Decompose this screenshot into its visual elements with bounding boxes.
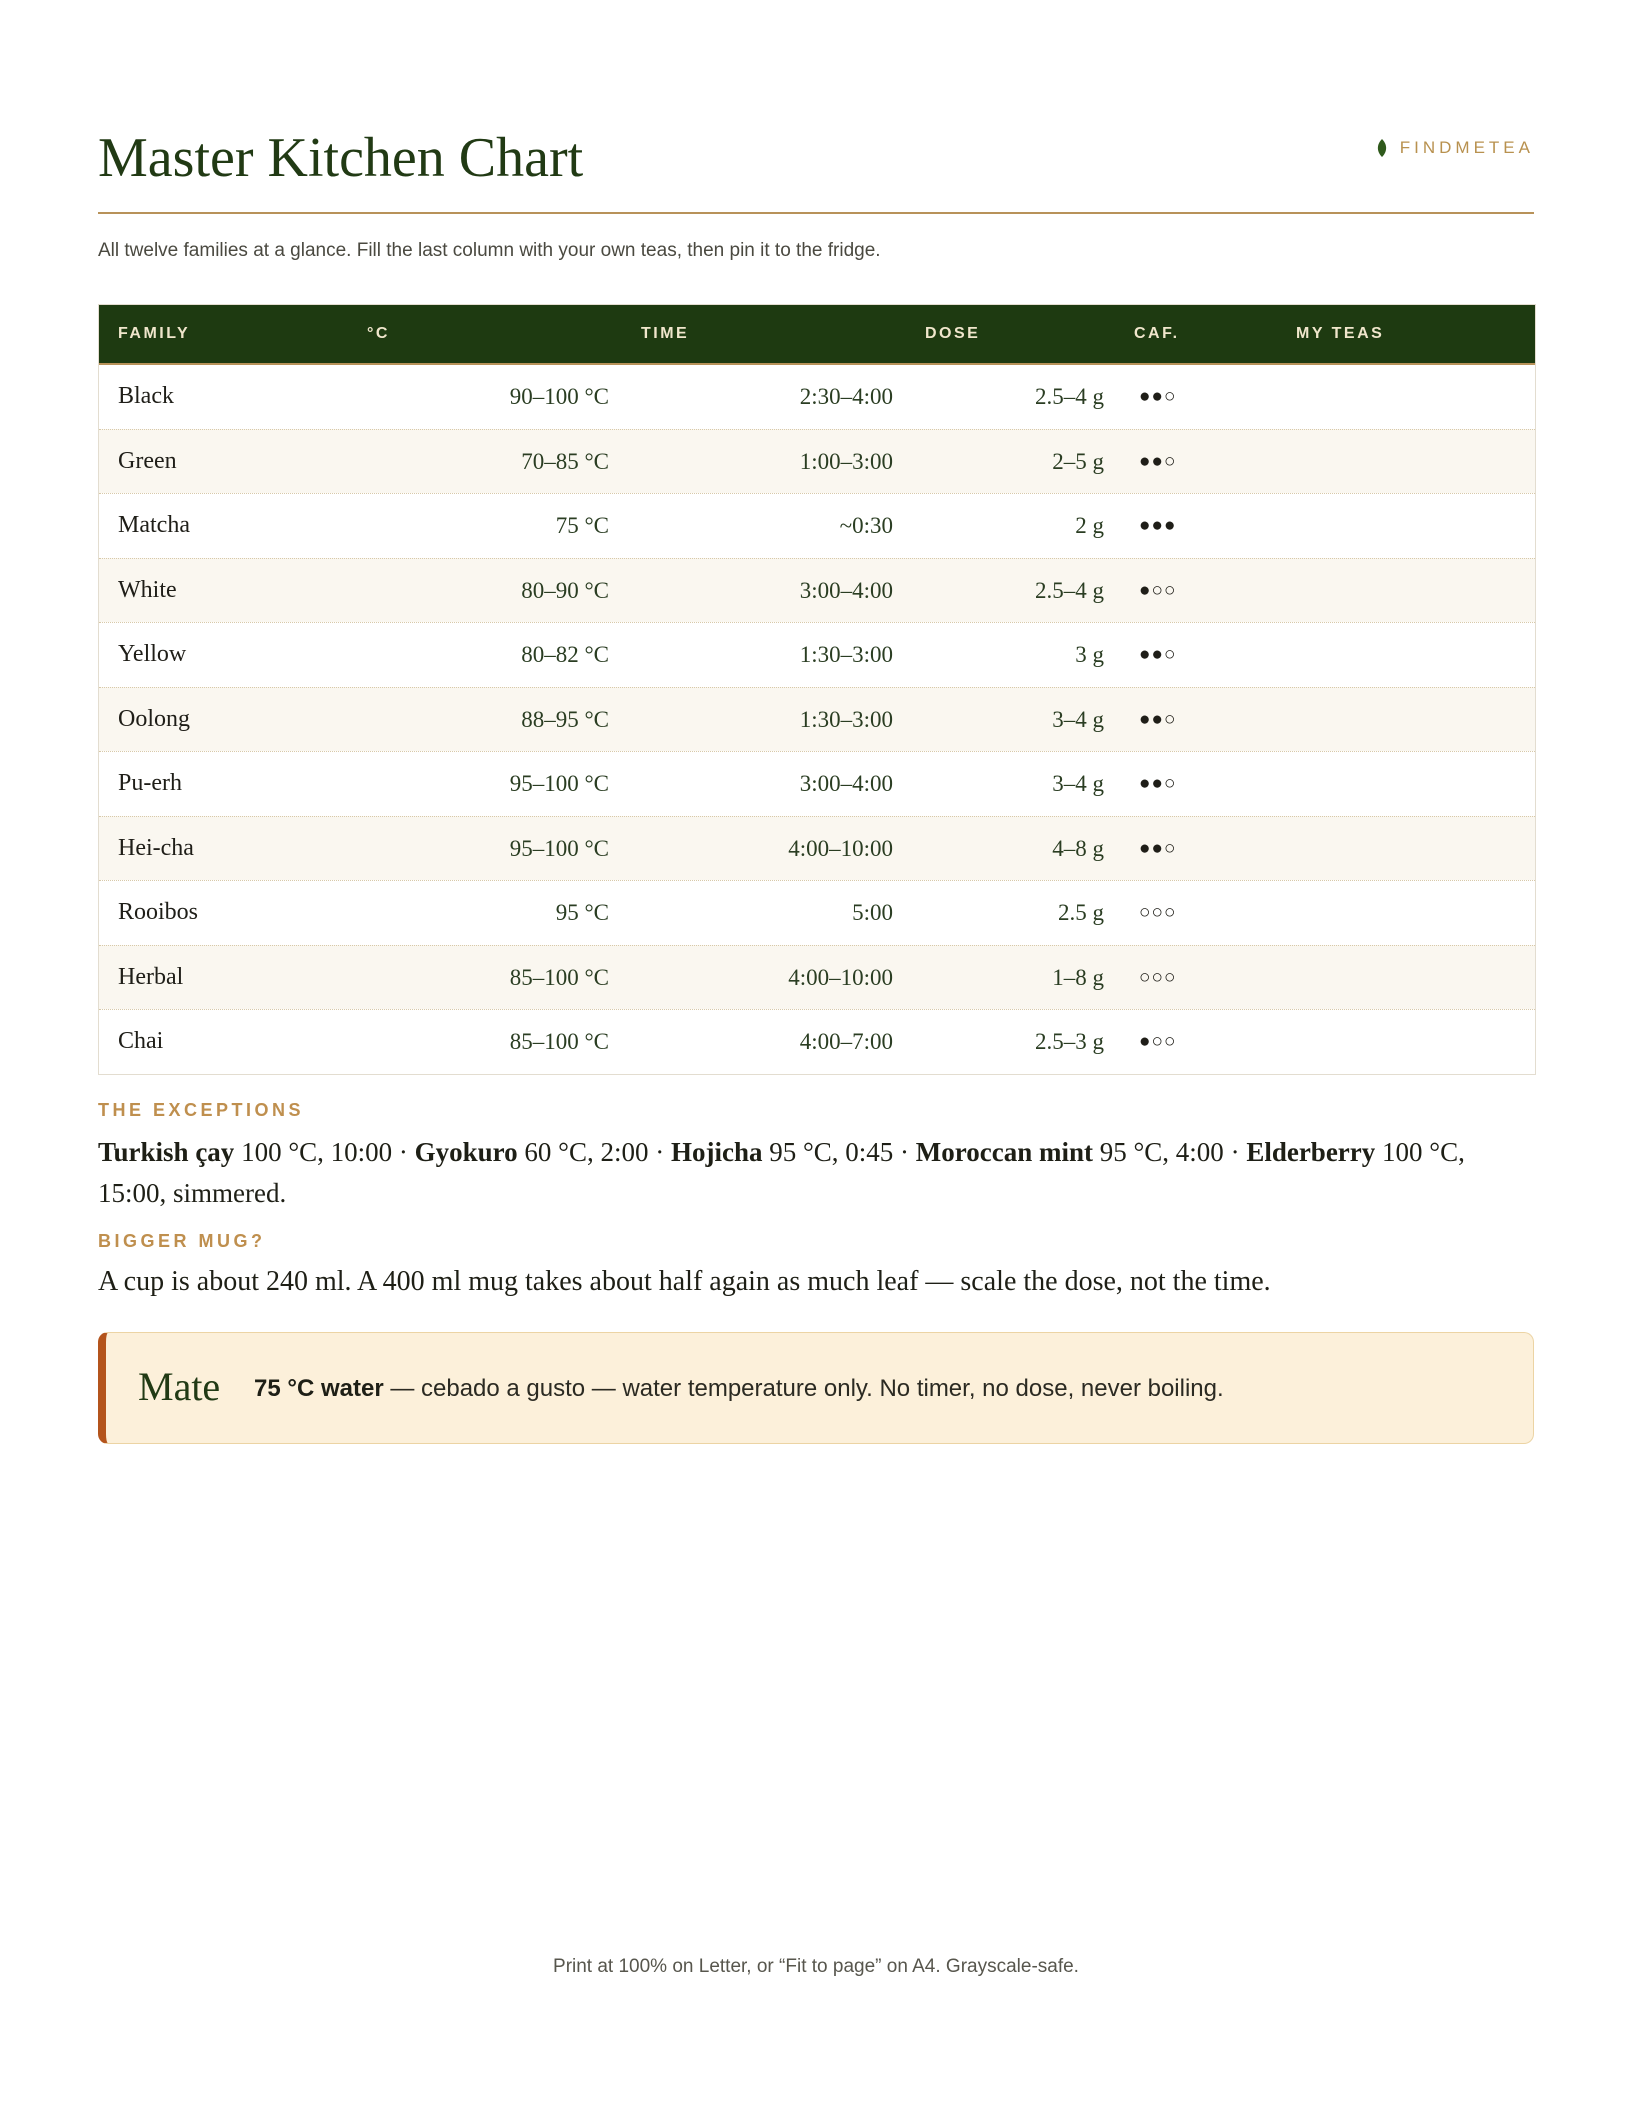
temp-cell: 80–90 °C	[521, 577, 609, 603]
family-cell: Oolong	[118, 705, 190, 732]
exception-detail: 100 °C, 10:00	[241, 1137, 393, 1167]
caffeine-cell: ●●○	[1139, 708, 1177, 730]
exception-name: Gyokuro	[414, 1137, 518, 1167]
time-cell: 4:00–10:00	[788, 835, 893, 861]
time-cell: ~0:30	[839, 513, 893, 538]
family-cell: Herbal	[118, 963, 184, 990]
temp-cell: 90–100 °C	[509, 384, 609, 409]
my-teas-cell[interactable]	[1301, 494, 1531, 558]
exception-name: Moroccan mint	[915, 1137, 1093, 1167]
mate-callout	[98, 1332, 1534, 1444]
page-title: Master Kitchen Chart	[98, 127, 584, 189]
my-teas-cell[interactable]	[1301, 365, 1531, 429]
my-teas-cell[interactable]	[1301, 752, 1531, 816]
time-cell: 3:00–4:00	[799, 771, 893, 796]
my-teas-cell[interactable]	[1301, 817, 1531, 881]
time-cell: 2:30–4:00	[799, 384, 893, 409]
dose-cell: 2–5 g	[1052, 448, 1104, 474]
temp-cell: 95 °C	[555, 900, 609, 925]
temp-cell: 95–100 °C	[509, 771, 609, 796]
table-row	[99, 751, 1535, 816]
temp-cell: 95–100 °C	[509, 835, 609, 861]
family-cell: Chai	[118, 1028, 164, 1054]
dose-cell: 3–4 g	[1052, 706, 1104, 732]
temp-cell: 88–95 °C	[521, 706, 609, 732]
brand-name: FINDMETEA	[1399, 138, 1534, 157]
exception-name: Elderberry	[1246, 1137, 1376, 1167]
exception-name: Hojicha	[670, 1137, 763, 1167]
col-temp: °C	[367, 325, 390, 342]
leaf-icon	[1376, 139, 1388, 157]
temp-cell: 80–82 °C	[521, 642, 609, 667]
caffeine-cell: ○○○	[1139, 902, 1177, 923]
intro-text: All twelve families at a glance. Fill the last column with your own teas, then pin it to the fridge.	[98, 240, 881, 261]
temp-cell: 70–85 °C	[521, 448, 609, 474]
caffeine-cell: ●●○	[1139, 450, 1177, 472]
my-teas-cell[interactable]	[1301, 623, 1531, 687]
caffeine-cell: ●●○	[1139, 644, 1177, 665]
caffeine-cell: ●●○	[1139, 773, 1177, 794]
my-teas-cell[interactable]	[1301, 1010, 1531, 1074]
dose-cell: 2.5–4 g	[1035, 577, 1104, 603]
exception-detail: 60 °C, 2:00	[524, 1137, 649, 1167]
family-cell: White	[118, 576, 177, 603]
family-cell: Green	[118, 447, 177, 474]
dose-cell: 2.5 g	[1058, 900, 1104, 925]
exception-separator: ·	[392, 1137, 415, 1167]
caffeine-cell: ●○○	[1139, 579, 1177, 601]
time-cell: 1:30–3:00	[799, 706, 893, 732]
brand	[1376, 138, 1534, 158]
dose-cell: 2.5–3 g	[1035, 1029, 1104, 1054]
exception-detail: 100 °C, 15:00, simmered.	[98, 1137, 1465, 1208]
caffeine-cell: ●●○	[1139, 386, 1177, 407]
exception-detail: 95 °C, 0:45	[769, 1137, 894, 1167]
exception-separator: ·	[893, 1137, 916, 1167]
table-header	[99, 305, 1535, 365]
exception-detail: 95 °C, 4:00	[1099, 1137, 1224, 1167]
col-time: TIME	[641, 325, 690, 342]
my-teas-cell[interactable]	[1301, 430, 1531, 494]
col-caffeine: CAF.	[1134, 325, 1180, 342]
time-cell: 4:00–10:00	[788, 964, 893, 990]
col-family: FAMILY	[118, 325, 191, 342]
exception-separator: ·	[648, 1137, 671, 1167]
time-cell: 1:00–3:00	[799, 448, 893, 474]
exception-separator: ·	[1223, 1137, 1247, 1167]
dose-cell: 1–8 g	[1052, 964, 1104, 990]
mate-title: Mate	[138, 1364, 221, 1409]
family-cell: Pu-erh	[118, 770, 182, 796]
table-row	[99, 493, 1535, 558]
mate-rest: — cebado a gusto — water temperature only. No timer, no dose, never boiling.	[383, 1375, 1224, 1402]
family-cell: Hei-cha	[118, 834, 194, 861]
family-cell: Black	[118, 383, 174, 409]
dose-cell: 2.5–4 g	[1035, 384, 1104, 409]
caffeine-cell: ●○○	[1139, 1031, 1177, 1052]
caffeine-cell: ●●○	[1139, 837, 1177, 859]
mate-bold: 75 °C water	[254, 1375, 384, 1402]
time-cell: 4:00–7:00	[799, 1029, 893, 1054]
bigger-mug-text: A cup is about 240 ml. A 400 ml mug takes about half again as much leaf — scale the dose, not the time.	[98, 1266, 1271, 1297]
table-row	[99, 365, 1535, 429]
dose-cell: 2 g	[1075, 513, 1104, 538]
my-teas-cell[interactable]	[1301, 881, 1531, 945]
time-cell: 3:00–4:00	[799, 577, 893, 603]
table-row	[99, 558, 1535, 623]
col-my-teas: MY TEAS	[1296, 325, 1385, 342]
table-row	[99, 622, 1535, 687]
dose-cell: 4–8 g	[1052, 835, 1104, 861]
bigger-mug-label: BIGGER MUG?	[98, 1231, 266, 1251]
table-row	[99, 687, 1535, 752]
table-row	[99, 816, 1535, 881]
dose-cell: 3–4 g	[1052, 771, 1104, 796]
exception-name: Turkish çay	[98, 1137, 235, 1167]
temp-cell: 85–100 °C	[509, 964, 609, 990]
exceptions-text	[98, 1132, 1538, 1214]
dose-cell: 3 g	[1075, 642, 1104, 667]
table-row	[99, 1009, 1535, 1074]
exceptions-label: THE EXCEPTIONS	[98, 1100, 305, 1120]
caffeine-cell: ●●●	[1139, 515, 1177, 536]
temp-cell: 85–100 °C	[509, 1029, 609, 1054]
col-dose: DOSE	[925, 325, 981, 342]
my-teas-cell[interactable]	[1301, 688, 1531, 752]
table-body	[99, 365, 1535, 1074]
temp-cell: 75 °C	[555, 513, 609, 538]
family-cell: Matcha	[118, 512, 190, 538]
my-teas-cell[interactable]	[1301, 946, 1531, 1010]
page-header	[98, 118, 1534, 214]
time-cell: 5:00	[852, 900, 893, 925]
time-cell: 1:30–3:00	[799, 642, 893, 667]
brew-table	[98, 304, 1536, 1075]
mate-note	[254, 1373, 1224, 1405]
family-cell: Rooibos	[118, 899, 199, 925]
table-row	[99, 945, 1535, 1010]
table-row	[99, 429, 1535, 494]
my-teas-cell[interactable]	[1301, 559, 1531, 623]
print-note: Print at 100% on Letter, or “Fit to page” on A4. Grayscale-safe.	[553, 1956, 1079, 1977]
caffeine-cell: ○○○	[1139, 966, 1177, 988]
family-cell: Yellow	[118, 641, 187, 667]
table-row	[99, 880, 1535, 945]
